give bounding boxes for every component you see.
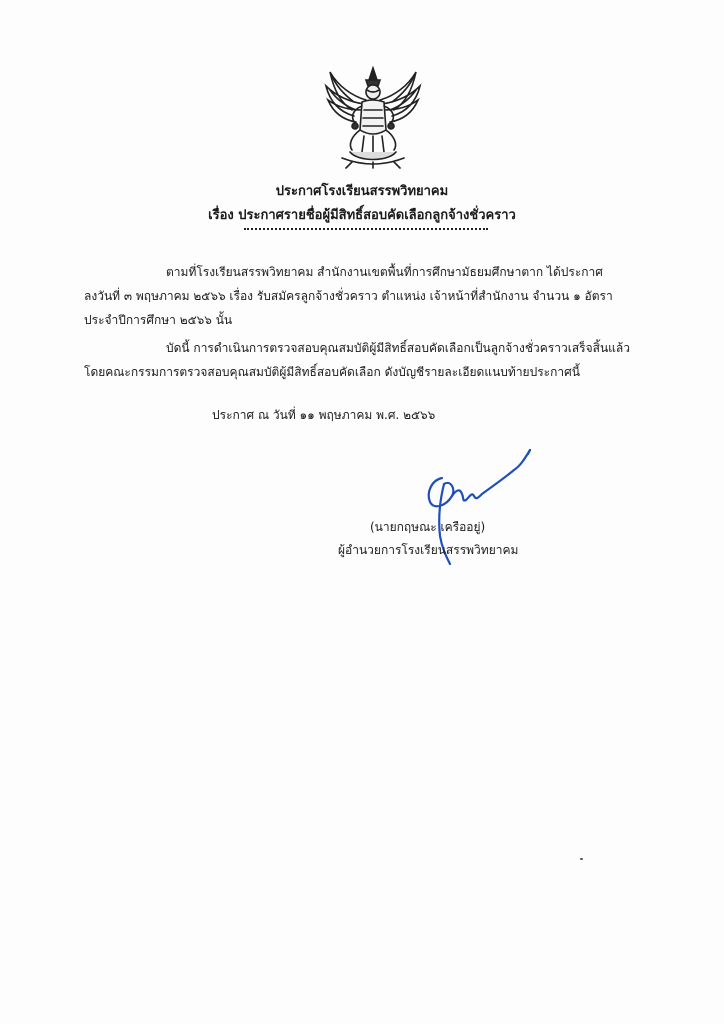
paragraph1-line2: ลงวันที่ ๓ พฤษภาคม ๒๕๖๖ เรื่อง รับสมัครลูกจ้างชั่วคราว ตำแหน่ง เจ้าหน้าที่สำนักงาน จำนวน ๑ อัตรา — [84, 289, 613, 303]
announcement-subject: เรื่อง ประกาศรายชื่อผู้มีสิทธิ์สอบคัดเลือกลูกจ้างชั่วคราว — [208, 208, 516, 223]
announcement-title: ประกาศโรงเรียนสรรพวิทยาคม — [275, 184, 449, 199]
announcement-date: ประกาศ ณ วันที่ ๑๑ พฤษภาคม พ.ศ. ๒๕๖๖ — [212, 408, 436, 422]
paragraph1-line3: ประจำปีการศึกษา ๒๕๖๖ นั้น — [84, 313, 233, 327]
garuda-emblem-icon — [322, 66, 424, 170]
signatory-name: (นายกฤษณะ เครืออยู่) — [370, 520, 486, 534]
paragraph1-line1: ตามที่โรงเรียนสรรพวิทยาคม สำนักงานเขตพื้นที่การศึกษามัธยมศึกษาตาก ได้ประกาศ — [166, 265, 603, 279]
paragraph2-line2: โดยคณะกรรมการตรวจสอบคุณสมบัติผู้มีสิทธิ์สอบคัดเลือก ดังบัญชีรายละเอียดแนบท้ายประกาศนี้ — [84, 365, 580, 379]
paragraph2-line1: บัดนี้ การดำเนินการตรวจสอบคุณสมบัติผู้มีสิทธิ์สอบคัดเลือกเป็นลูกจ้างชั่วคราวเสร็จสิ้นแล้ว — [166, 341, 630, 355]
dotted-divider — [244, 228, 488, 230]
signatory-position: ผู้อำนวยการโรงเรียนสรรพวิทยาคม — [338, 543, 519, 557]
scan-speck — [580, 858, 583, 860]
